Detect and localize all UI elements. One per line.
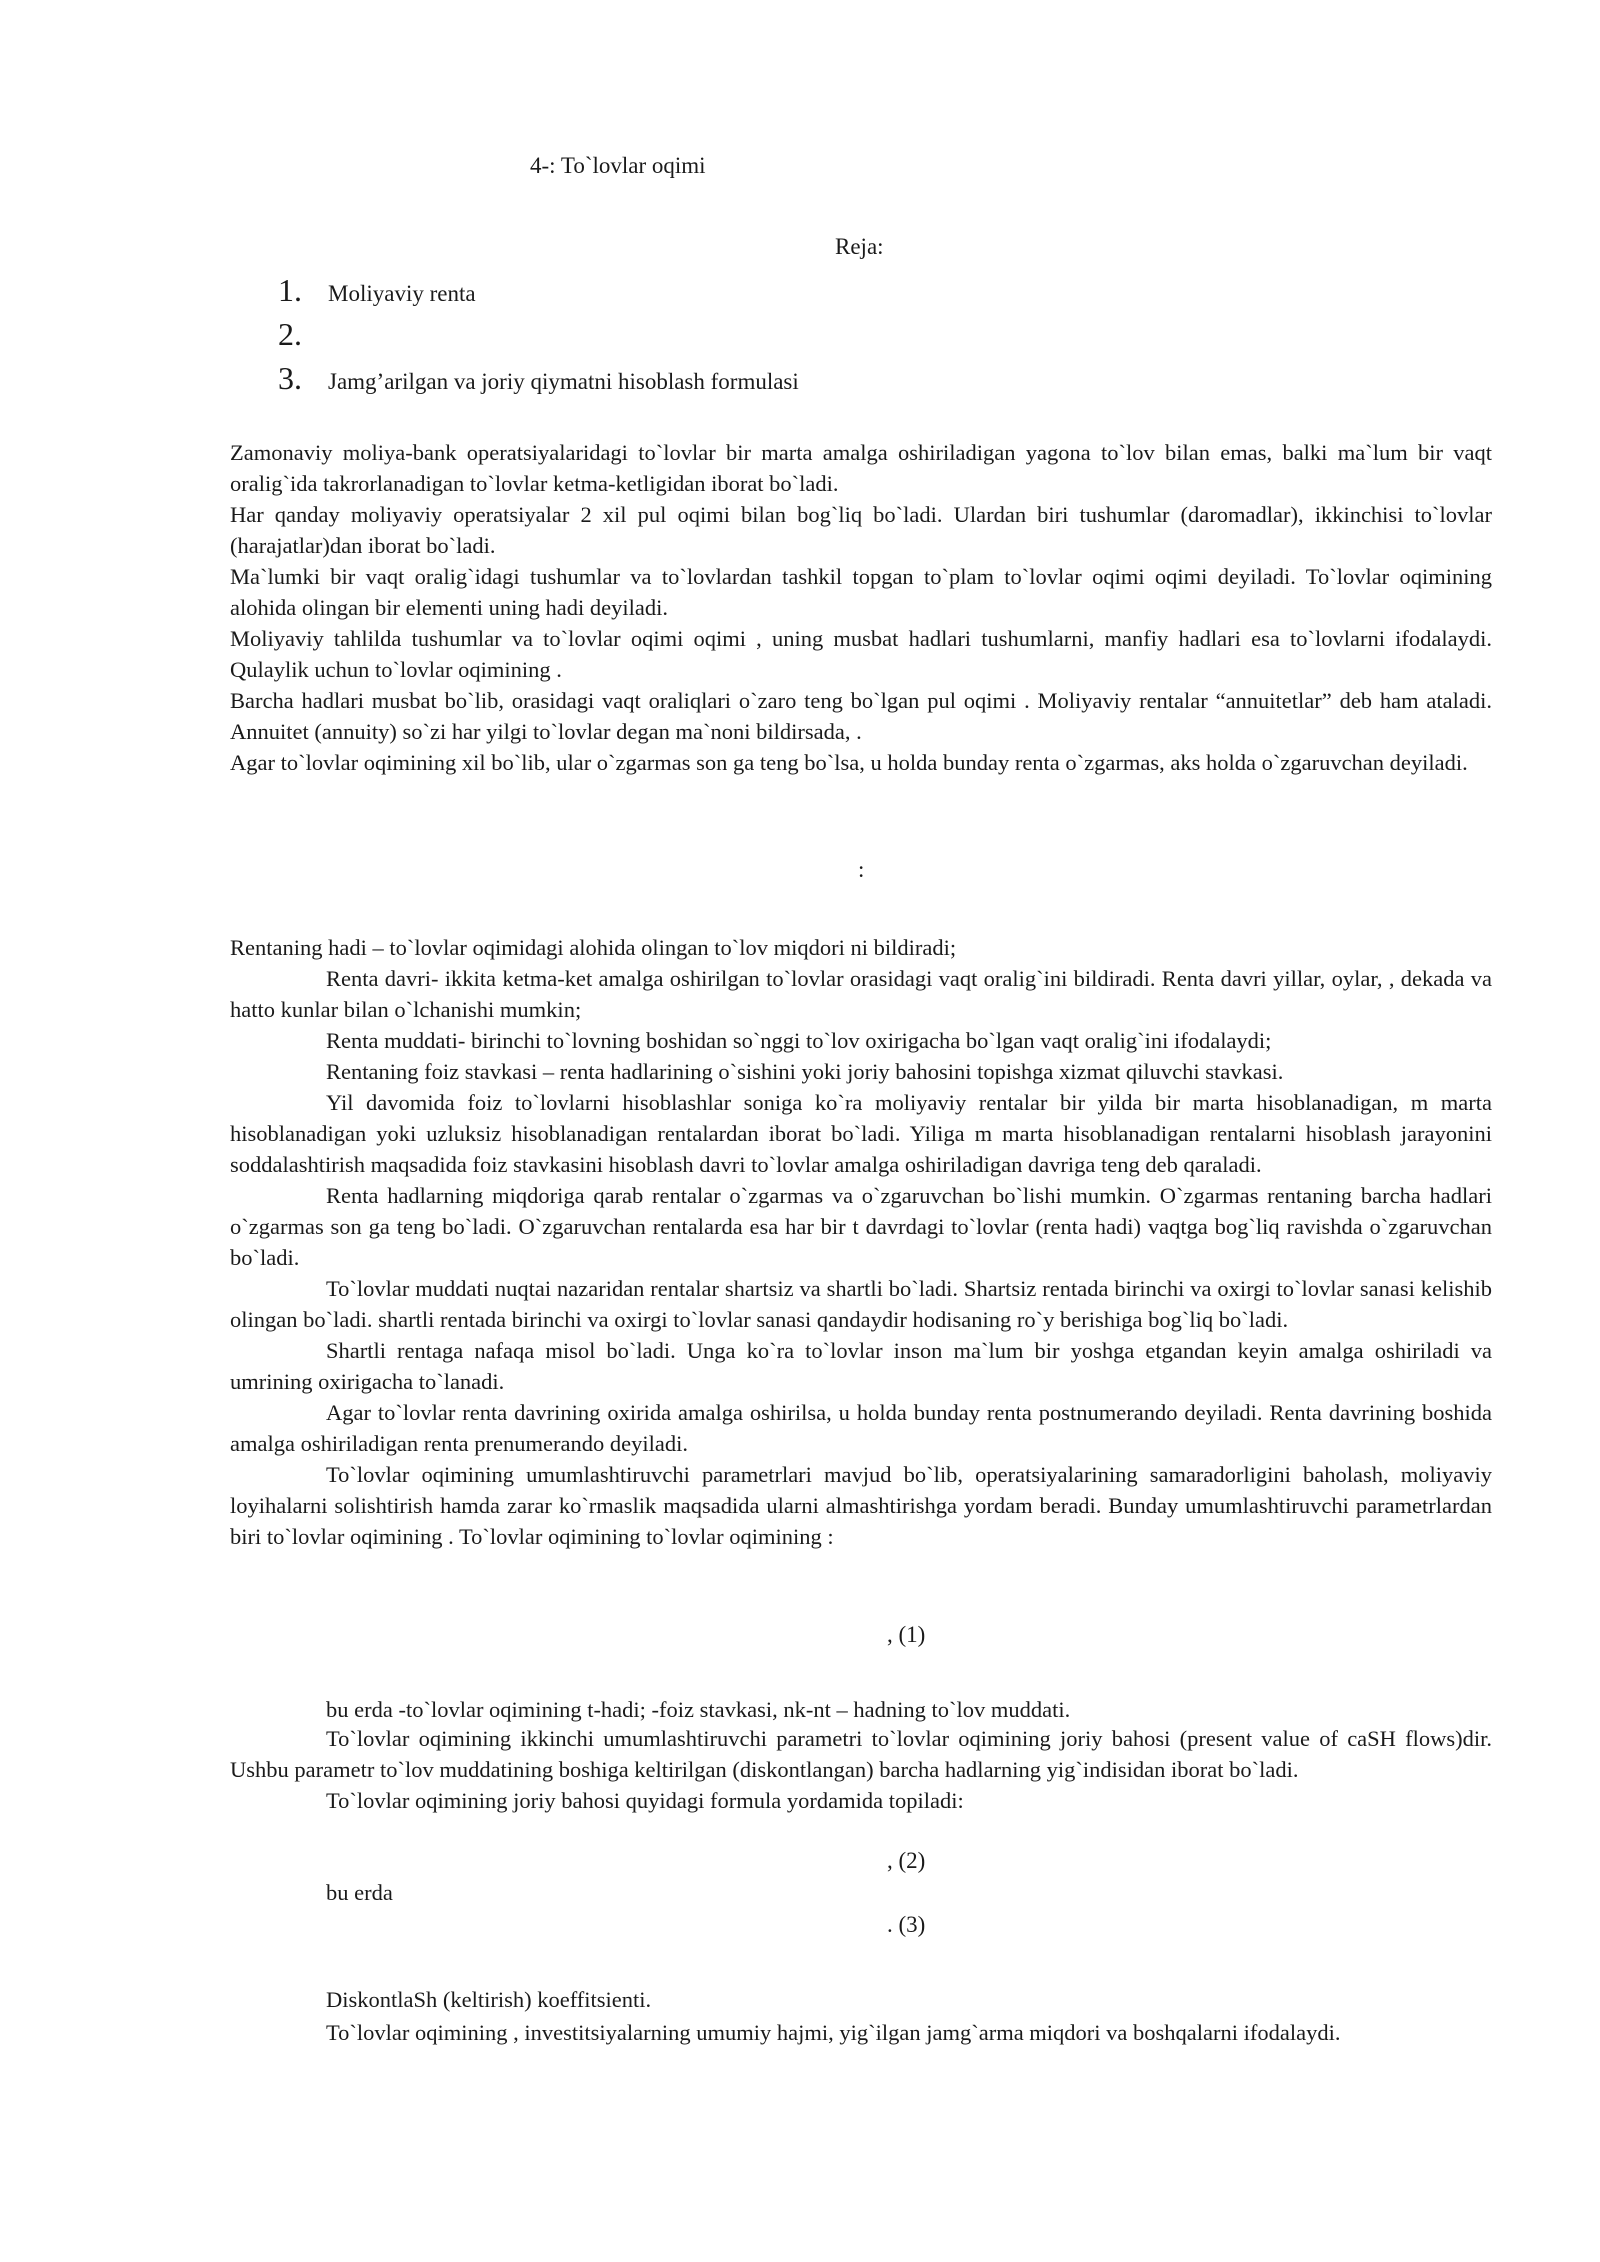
formula-2-reference: , (2) <box>887 1848 926 1873</box>
discount-coefficient-line: DiskontlaSh (keltirish) koeffitsienti. <box>326 1987 652 2012</box>
intro-paragraph: Zamonaviy moliya-bank operatsiyalaridagi to`lovlar bir marta amalga oshiriladigan yagona to`lov bilan emas, balki ma`lum bir vaqt oralig`ida takrorlanadigan to`lovlar ketma-ketligidan iborat bo`ladi. <box>230 440 1492 496</box>
intro-paragraph: Har qanday moliyaviy operatsiyalar 2 xil pul oqimi bilan bog`liq bo`ladi. Ulardan biri tushumlar (daromadlar), ikkinchisi to`lovlar (harajatlar)dan iborat bo`ladi. <box>230 502 1492 558</box>
formula-3-reference: . (3) <box>887 1912 926 1937</box>
body-paragraph: To`lovlar oqimining umumlashtiruvchi parametrlari mavjud bo`lib, operatsiyalarining samaradorligini baholash, moliyaviy loyihalarni solishtirish hamda zarar ko`rmaslik maqsadida ularni almashtirishga yordam beradi. Bunday umumlashtiruvchi parametrlardan biri to`lovlar oqimining . To`lovlar oqimining to`lovlar oqimining : <box>230 1462 1492 1549</box>
plan-item <box>278 312 799 356</box>
body-paragraph: Renta davri- ikkita ketma-ket amalga oshirilgan to`lovlar orasidagi vaqt oralig`ini bildiradi. Renta davri yillar, oylar, , dekada va hatto kunlar bilan o`lchanishi mumkin; <box>230 966 1492 1022</box>
plan-item-number: 2. <box>278 316 302 352</box>
body-paragraph: To`lovlar muddati nuqtai nazaridan rentalar shartsiz va shartli bo`ladi. Shartsiz rentada birinchi va oxirgi to`lovlar sanasi kelishib olingan bo`ladi. shartli rentada birinchi va oxirgi to`lovlar sanasi qandaydir hodisaning ro`y berishiga bog`liq bo`ladi. <box>230 1276 1492 1332</box>
final-section <box>230 2017 1492 2048</box>
plan-item-number: 3. <box>278 360 302 396</box>
formula-1-explanation: bu erda -to`lovlar oqimining t-hadi; -foiz stavkasi, nk-nt – hadning to`lov muddati. <box>326 1697 1071 1722</box>
plan-item-number: 1. <box>278 272 302 308</box>
body-paragraph: Renta muddati- birinchi to`lovning boshidan so`nggi to`lov oxirigacha bo`lgan vaqt oralig`ini ifodalaydi; <box>326 1028 1272 1053</box>
body-paragraph: To`lovlar oqimining ikkinchi umumlashtiruvchi parametri to`lovlar oqimining joriy bahosi (present value of caSH flows)dir. Ushbu parametr to`lov muddatining boshiga keltirilgan (diskontlangan) barcha hadlarning yig`indisidan iborat bo`ladi. <box>230 1726 1492 1782</box>
plan-item <box>278 356 799 400</box>
page-title: 4-: To`lovlar oqimi <box>530 153 706 178</box>
intro-paragraph: Moliyaviy tahlilda tushumlar va to`lovlar oqimi oqimi , uning musbat hadlari tushumlarni, manfiy hadlari esa to`lovlarni ifodalaydi. Qulaylik uchun to`lovlar oqimining . <box>230 626 1492 682</box>
intro-paragraph: Barcha hadlari musbat bo`lib, orasidagi vaqt oraliqlari o`zaro teng bo`lgan pul oqimi . Moliyaviy rentalar “annuitetlar” deb ham ataladi. Annuitet (annuity) so`zi har yilgi to`lovlar degan ma`noni bildirsada, . <box>230 688 1492 744</box>
formula-2-explanation: bu erda <box>326 1880 393 1905</box>
body-paragraph: Rentaning foiz stavkasi – renta hadlarining o`sishini yoki joriy bahosini topishga xizmat qiluvchi stavkasi. <box>326 1059 1284 1084</box>
body-paragraph: Rentaning hadi – to`lovlar oqimidagi alohida olingan to`lov miqdori ni bildiradi; <box>230 935 957 960</box>
plan-item <box>278 268 799 312</box>
intro-paragraph: Ma`lumki bir vaqt oralig`idagi tushumlar va to`lovlardan tashkil topgan to`plam to`lovlar oqimi oqimi deyiladi. To`lovlar oqimining alohida olingan bir elementi uning hadi deyiladi. <box>230 564 1492 620</box>
body-paragraph: To`lovlar oqimining joriy bahosi quyidagi formula yordamida topiladi: <box>326 1788 964 1813</box>
section-colon: : <box>858 857 865 882</box>
present-value-section <box>230 1723 1492 1816</box>
body-paragraph: Renta hadlarning miqdoriga qarab rentalar o`zgarmas va o`zgaruvchan bo`lishi mumkin. O`zgarmas rentaning barcha hadlari o`zgarmas son ga teng bo`ladi. O`zgaruvchan rentalarda esa har bir t davrdagi to`lovlar (renta hadi) vaqtga bog`liq ravishda o`zgaruvchan bo`ladi. <box>230 1183 1492 1270</box>
plan-item-text: Jamg’arilgan va joriy qiymatni hisoblash formulasi <box>328 369 799 394</box>
formula-1-reference: , (1) <box>887 1622 926 1647</box>
body-paragraph: Agar to`lovlar renta davrining oxirida amalga oshirilsa, u holda bunday renta postnumerando deyiladi. Renta davrining boshida amalga oshiriladigan renta prenumerando deyiladi. <box>230 1400 1492 1456</box>
plan-item-text: Moliyaviy renta <box>328 281 476 306</box>
main-section <box>230 932 1492 1552</box>
body-paragraph: Shartli rentaga nafaqa misol bo`ladi. Unga ko`ra to`lovlar inson ma`lum bir yoshga etgandan keyin amalga oshiriladi va umrining oxirigacha to`lanadi. <box>230 1338 1492 1394</box>
plan-heading: Reja: <box>835 234 884 259</box>
plan-list <box>278 268 799 400</box>
body-paragraph: Yil davomida foiz to`lovlarni hisoblashlar soniga ko`ra moliyaviy rentalar bir yilda bir marta hisoblanadigan, m marta hisoblanadigan yoki uzluksiz hisoblanadigan rentalardan iborat bo`ladi. Yiliga m marta hisoblanadigan rentalarni hisoblash jarayonini soddalashtirish maqsadida foiz stavkasini hisoblash davri to`lovlar amalga oshiriladigan davriga teng deb qaraladi. <box>230 1090 1492 1177</box>
intro-paragraph: Agar to`lovlar oqimining xil bo`lib, ular o`zgarmas son ga teng bo`lsa, u holda bunday renta o`zgarmas, aks holda o`zgaruvchan deyiladi. <box>230 750 1468 775</box>
body-paragraph: To`lovlar oqimining , investitsiyalarning umumiy hajmi, yig`ilgan jamg`arma miqdori va boshqalarni ifodalaydi. <box>326 2020 1341 2045</box>
intro-section <box>230 437 1492 778</box>
